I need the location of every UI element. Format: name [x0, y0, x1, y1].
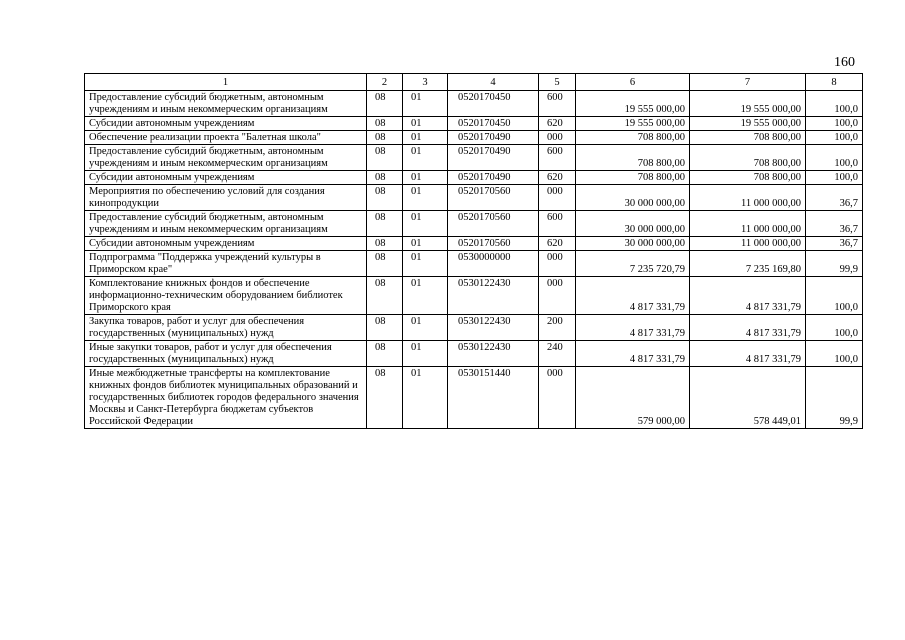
section-code: 08: [367, 341, 403, 367]
column-header: 8: [806, 74, 863, 91]
section-code: 08: [367, 237, 403, 251]
table-row: [85, 341, 863, 367]
planned-amount: 30 000 000,00: [576, 237, 690, 251]
expense-type-code: 600: [539, 91, 576, 117]
execution-percent: 99,9: [806, 367, 863, 429]
table-row: [85, 185, 863, 211]
execution-percent: 100,0: [806, 277, 863, 315]
section-code: 08: [367, 185, 403, 211]
target-article-code: 0530151440: [448, 367, 539, 429]
planned-amount: 4 817 331,79: [576, 341, 690, 367]
execution-percent: 100,0: [806, 315, 863, 341]
budget-table: [84, 73, 863, 429]
row-description: Предоставление субсидий бюджетным, автономным учреждениям и иным некоммерческим организациям: [85, 145, 367, 171]
table-row: [85, 211, 863, 237]
execution-percent: 100,0: [806, 91, 863, 117]
executed-amount: 11 000 000,00: [690, 237, 806, 251]
target-article-code: 0520170490: [448, 145, 539, 171]
row-description: Субсидии автономным учреждениям: [85, 237, 367, 251]
subsection-code: 01: [403, 131, 448, 145]
executed-amount: 11 000 000,00: [690, 185, 806, 211]
planned-amount: 4 817 331,79: [576, 277, 690, 315]
execution-percent: 100,0: [806, 117, 863, 131]
executed-amount: 19 555 000,00: [690, 117, 806, 131]
target-article-code: 0520170490: [448, 171, 539, 185]
target-article-code: 0530000000: [448, 251, 539, 277]
expense-type-code: 620: [539, 117, 576, 131]
table-row: [85, 91, 863, 117]
table-row: [85, 237, 863, 251]
expense-type-code: 000: [539, 251, 576, 277]
column-header: 6: [576, 74, 690, 91]
expense-type-code: 000: [539, 367, 576, 429]
section-code: 08: [367, 131, 403, 145]
subsection-code: 01: [403, 91, 448, 117]
execution-percent: 100,0: [806, 131, 863, 145]
execution-percent: 36,7: [806, 237, 863, 251]
expense-type-code: 240: [539, 341, 576, 367]
subsection-code: 01: [403, 211, 448, 237]
section-code: 08: [367, 367, 403, 429]
row-description: Иные межбюджетные трансферты на комплектование книжных фондов библиотек муниципальных образований и государственных библиотек городов федерального значения Москвы и Санкт-Петербурга бюджетам субъектов Российской Федерации: [85, 367, 367, 429]
subsection-code: 01: [403, 341, 448, 367]
expense-type-code: 000: [539, 277, 576, 315]
expense-type-code: 200: [539, 315, 576, 341]
table-row: [85, 117, 863, 131]
table-row: [85, 277, 863, 315]
section-code: 08: [367, 211, 403, 237]
table-row: [85, 171, 863, 185]
executed-amount: 708 800,00: [690, 171, 806, 185]
planned-amount: 579 000,00: [576, 367, 690, 429]
expense-type-code: 600: [539, 145, 576, 171]
target-article-code: 0520170450: [448, 117, 539, 131]
table-row: [85, 131, 863, 145]
subsection-code: 01: [403, 277, 448, 315]
column-header: 3: [403, 74, 448, 91]
row-description: Субсидии автономным учреждениям: [85, 117, 367, 131]
row-description: Мероприятия по обеспечению условий для создания кинопродукции: [85, 185, 367, 211]
target-article-code: 0520170560: [448, 237, 539, 251]
subsection-code: 01: [403, 171, 448, 185]
table-row: [85, 315, 863, 341]
planned-amount: 30 000 000,00: [576, 185, 690, 211]
section-code: 08: [367, 251, 403, 277]
execution-percent: 36,7: [806, 185, 863, 211]
column-header: 1: [85, 74, 367, 91]
target-article-code: 0530122430: [448, 315, 539, 341]
row-description: Субсидии автономным учреждениям: [85, 171, 367, 185]
executed-amount: 19 555 000,00: [690, 91, 806, 117]
table-row: [85, 251, 863, 277]
target-article-code: 0520170560: [448, 185, 539, 211]
row-description: Обеспечение реализации проекта "Балетная школа": [85, 131, 367, 145]
column-header: 2: [367, 74, 403, 91]
execution-percent: 100,0: [806, 171, 863, 185]
planned-amount: 708 800,00: [576, 145, 690, 171]
target-article-code: 0520170450: [448, 91, 539, 117]
executed-amount: 708 800,00: [690, 131, 806, 145]
row-description: Предоставление субсидий бюджетным, автономным учреждениям и иным некоммерческим организациям: [85, 211, 367, 237]
executed-amount: 7 235 169,80: [690, 251, 806, 277]
execution-percent: 36,7: [806, 211, 863, 237]
row-description: Предоставление субсидий бюджетным, автономным учреждениям и иным некоммерческим организациям: [85, 91, 367, 117]
executed-amount: 4 817 331,79: [690, 315, 806, 341]
target-article-code: 0520170490: [448, 131, 539, 145]
planned-amount: 708 800,00: [576, 171, 690, 185]
planned-amount: 7 235 720,79: [576, 251, 690, 277]
row-description: Закупка товаров, работ и услуг для обеспечения государственных (муниципальных) нужд: [85, 315, 367, 341]
executed-amount: 708 800,00: [690, 145, 806, 171]
section-code: 08: [367, 145, 403, 171]
expense-type-code: 620: [539, 171, 576, 185]
target-article-code: 0530122430: [448, 277, 539, 315]
header-row: [85, 74, 863, 91]
execution-percent: 100,0: [806, 145, 863, 171]
planned-amount: 708 800,00: [576, 131, 690, 145]
table-row: [85, 367, 863, 429]
planned-amount: 30 000 000,00: [576, 211, 690, 237]
expense-type-code: 000: [539, 131, 576, 145]
expense-type-code: 620: [539, 237, 576, 251]
section-code: 08: [367, 117, 403, 131]
subsection-code: 01: [403, 185, 448, 211]
execution-percent: 99,9: [806, 251, 863, 277]
executed-amount: 11 000 000,00: [690, 211, 806, 237]
executed-amount: 578 449,01: [690, 367, 806, 429]
subsection-code: 01: [403, 315, 448, 341]
row-description: Комплектование книжных фондов и обеспечение информационно-техническим оборудованием библиотек Приморского края: [85, 277, 367, 315]
executed-amount: 4 817 331,79: [690, 277, 806, 315]
section-code: 08: [367, 277, 403, 315]
row-description: Иные закупки товаров, работ и услуг для обеспечения государственных (муниципальных) нужд: [85, 341, 367, 367]
column-header: 5: [539, 74, 576, 91]
section-code: 08: [367, 91, 403, 117]
target-article-code: 0530122430: [448, 341, 539, 367]
execution-percent: 100,0: [806, 341, 863, 367]
column-header: 7: [690, 74, 806, 91]
planned-amount: 19 555 000,00: [576, 117, 690, 131]
expense-type-code: 000: [539, 185, 576, 211]
subsection-code: 01: [403, 237, 448, 251]
page-number: 160: [834, 55, 855, 70]
table-row: [85, 145, 863, 171]
section-code: 08: [367, 315, 403, 341]
column-header: 4: [448, 74, 539, 91]
executed-amount: 4 817 331,79: [690, 341, 806, 367]
target-article-code: 0520170560: [448, 211, 539, 237]
section-code: 08: [367, 171, 403, 185]
subsection-code: 01: [403, 117, 448, 131]
subsection-code: 01: [403, 367, 448, 429]
planned-amount: 4 817 331,79: [576, 315, 690, 341]
expense-type-code: 600: [539, 211, 576, 237]
subsection-code: 01: [403, 145, 448, 171]
subsection-code: 01: [403, 251, 448, 277]
row-description: Подпрограмма "Поддержка учреждений культуры в Приморском крае": [85, 251, 367, 277]
planned-amount: 19 555 000,00: [576, 91, 690, 117]
